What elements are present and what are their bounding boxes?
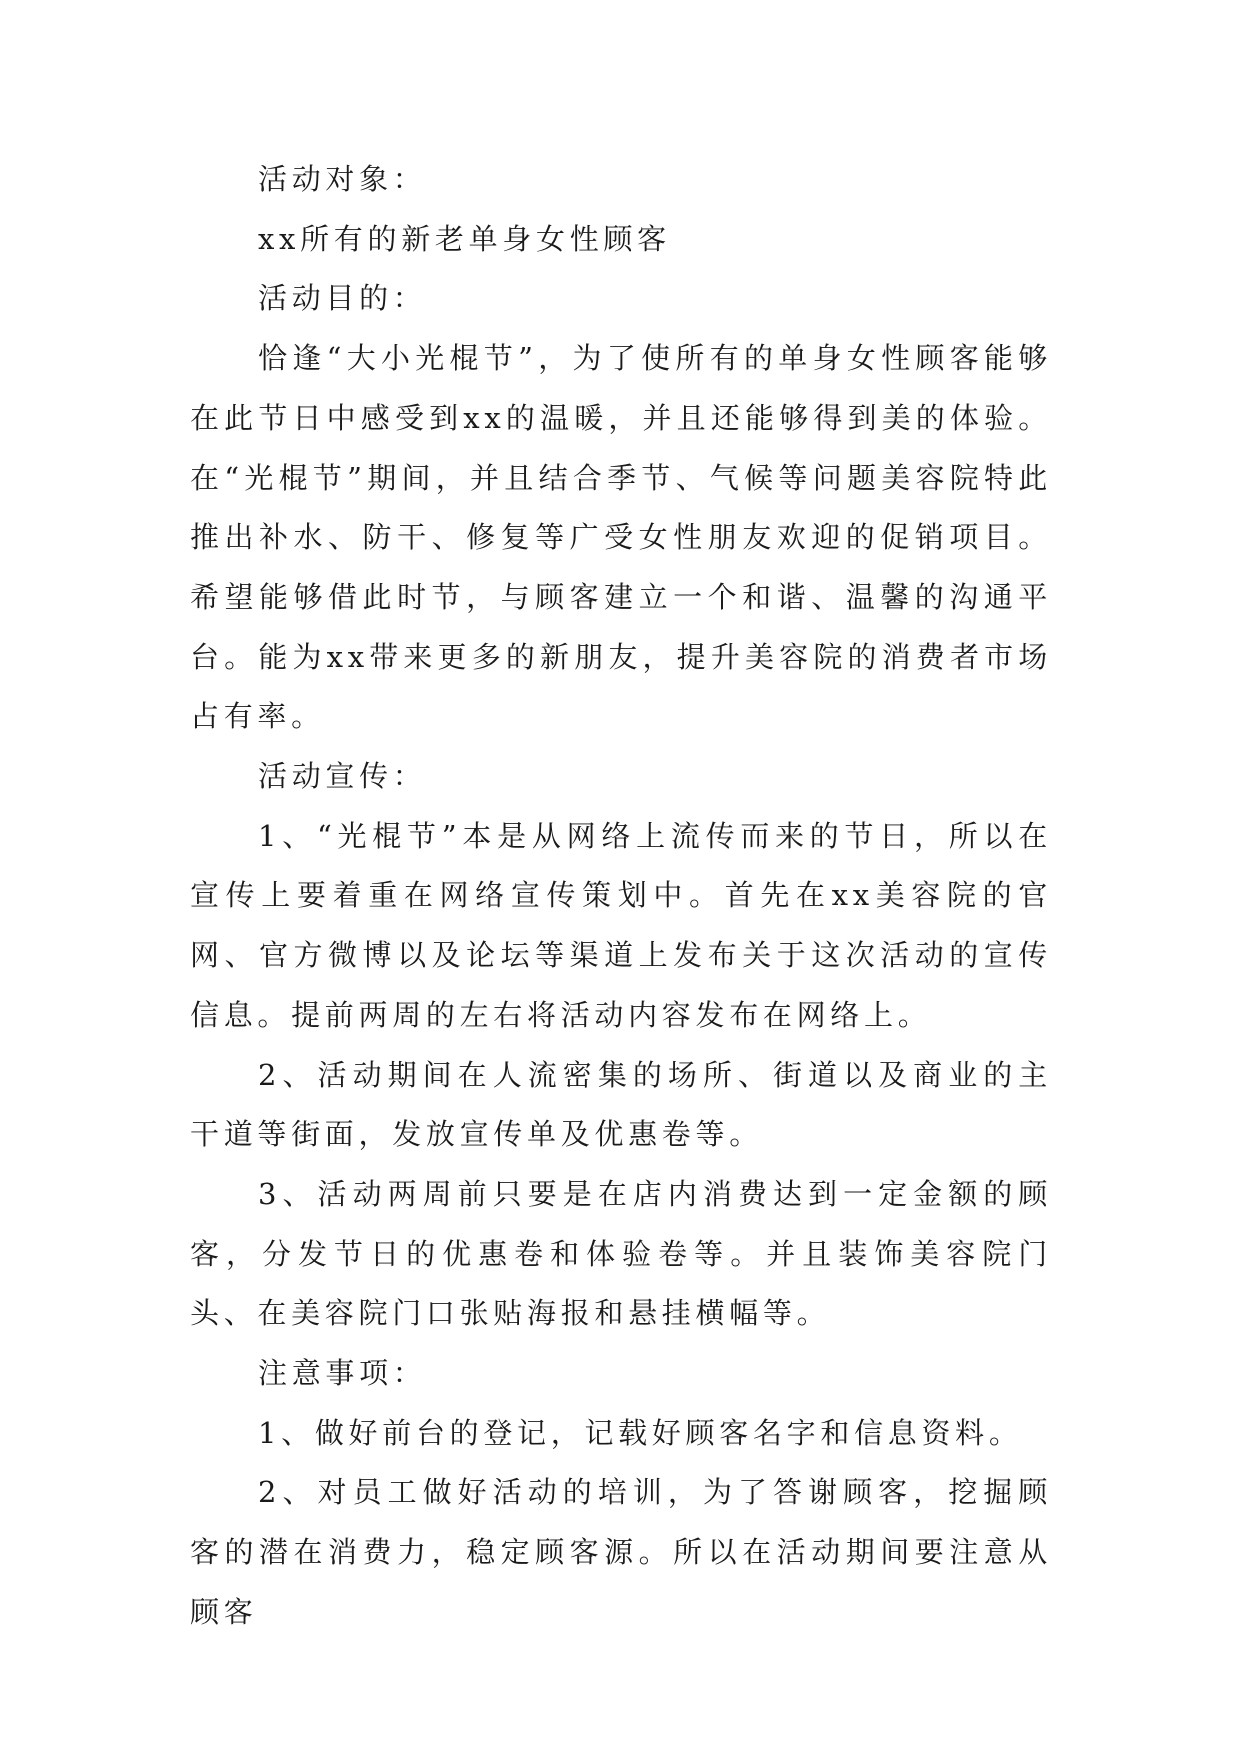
paragraph-promotion-2: 2、活动期间在人流密集的场所、街道以及商业的主干道等街面，发放宣传单及优惠卷等。	[190, 1057, 1052, 1152]
paragraph-promotion-3: 3、活动两周前只要是在店内消费达到一定金额的顾客，分发节日的优惠卷和体验卷等。并且装饰美容院门头、在美容院门口张贴海报和悬挂横幅等。	[190, 1176, 1052, 1331]
heading-purpose: 活动目的：	[258, 281, 427, 316]
heading-promotion: 活动宣传：	[258, 759, 427, 794]
paragraph-notes-2: 2、对员工做好活动的培训，为了答谢顾客，挖掘顾客的潜在消费力，稳定顾客源。所以在活动期间要注意从顾客	[190, 1475, 1052, 1629]
paragraph-promotion-1: 1、“光棍节”本是从网络上流传而来的节日，所以在宣传上要着重在网络宣传策划中。首先在xx美容院的官网、官方微博以及论坛等渠道上发布关于这次活动的宣传信息。提前两周的左右将活动内容发布在网络上。	[190, 818, 1052, 1032]
heading-target-audience: 活动对象：	[258, 162, 427, 196]
paragraph-target-audience: xx所有的新老单身女性顾客	[258, 221, 671, 256]
paragraph-purpose: 恰逢“大小光棍节”，为了使所有的单身女性顾客能够在此节日中感受到xx的温暖，并且还能够得到美的体验。在“光棍节”期间，并且结合季节、气候等问题美容院特此推出补水、防干、修复等广受女性朋友欢迎的促销项目。希望能够借此时节，与顾客建立一个和谐、温馨的沟通平台。能为xx带来更多的新朋友，提升美容院的消费者市场占有率。	[190, 341, 1052, 734]
paragraph-notes-1: 1、做好前台的登记，记载好顾客名字和信息资料。	[258, 1415, 1023, 1450]
document-body	[190, 150, 1052, 1643]
heading-notes: 注意事项：	[258, 1356, 427, 1391]
